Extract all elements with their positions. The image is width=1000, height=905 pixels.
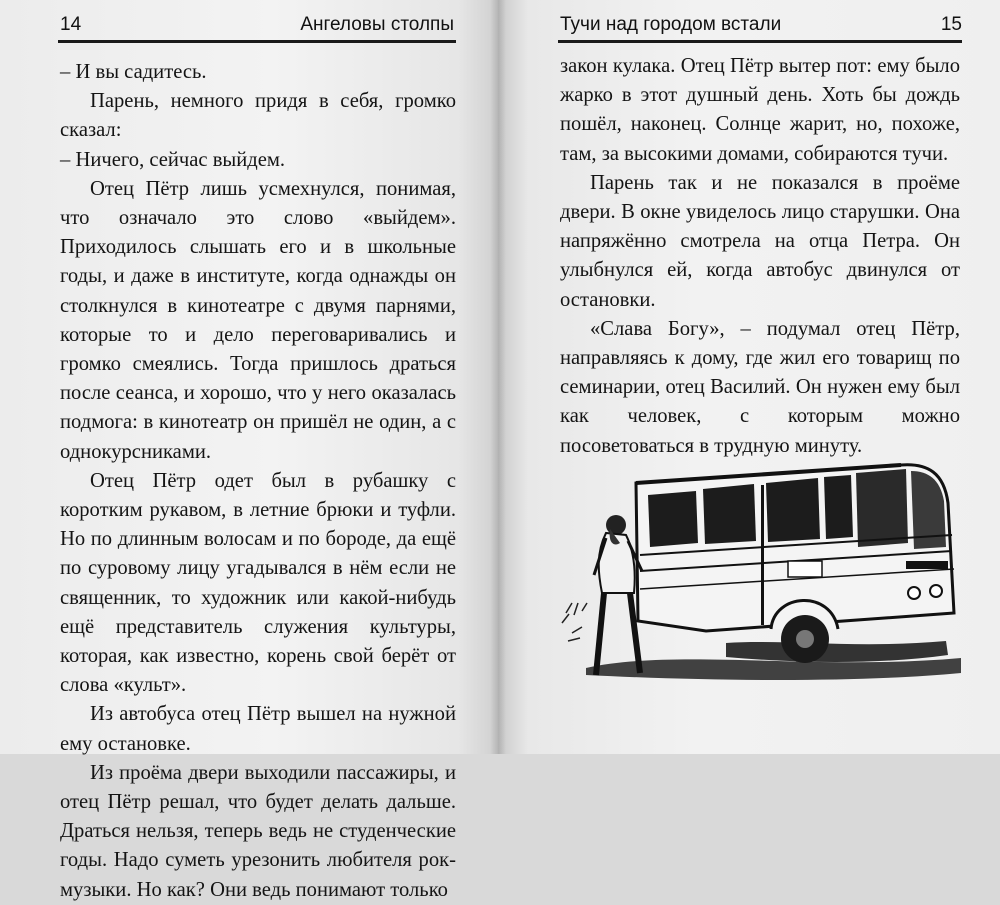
right-page-header — [560, 14, 962, 38]
right-running-title: Тучи над городом встали — [560, 14, 782, 35]
paragraph: закон кулака. Отец Пётр вытер пот: ему было жарко в этот душный день. Хоть бы дождь пошёл, наконец. Солнце жарит, но, похоже, там, за высокими домами, собираются тучи. — [560, 55, 960, 165]
right-page — [498, 0, 1000, 754]
left-running-title: Ангеловы столпы — [300, 14, 454, 35]
left-page — [0, 0, 498, 901]
right-header-rule — [558, 40, 962, 43]
paragraph: Из проёма двери выходили пассажиры, и отец Пётр решал, что будет делать дальше. Драться нельзя, теперь ведь не студенческие годы. Надо суметь урезонить любителя рок-музыки. Но как? Они ведь понимают только — [60, 761, 456, 901]
left-body-text — [60, 58, 456, 905]
priest-figure — [594, 515, 642, 675]
right-page-number: 15 — [940, 14, 962, 35]
paragraph: Парень, немного придя в себя, громко сказал: — [60, 90, 456, 142]
left-page-number: 14 — [60, 14, 82, 35]
book-gutter — [490, 0, 506, 754]
paragraph: «Слава Богу», – подумал отец Пётр, направляясь к дому, где жил его товарищ по семинарии, отец Василий. Он нужен ему был как человек, с которым можно посоветоваться в трудную минуту. — [560, 317, 960, 457]
paragraph: Из автобуса отец Пётр вышел на нужной ему остановке. — [60, 703, 456, 755]
paragraph: Парень так и не показался в проёме двери. В окне увиделось лицо старушки. Она напряжённо смотрела на отца Петра. Он улыбнулся ей, когда автобус двинулся от остановки. — [560, 171, 960, 311]
bus-illustration — [556, 443, 966, 695]
paragraph: – И вы садитесь. — [60, 61, 207, 83]
paragraph: Отец Пётр одет был в рубашку с коротким рукавом, в летние брюки и туфли. Но по длинным волосам и по бороде, да ещё по суровому лицу угадывался в нём если не священник, то художник или какой-нибудь ещё представитель служения культуры, которая, как известно, корень свой берёт от слова «культ». — [60, 469, 456, 697]
paragraph: Отец Пётр лишь усмехнулся, понимая, что означало это слово «выйдем». Приходилось слышать его и в школьные годы, и даже в институте, когда однажды он столкнулся в кинотеатре с двумя парнями, которые то и дело переговаривались и громко смеялись. Тогда пришлось драться после сеанса, и хорошо, что у него оказалась подмога: в кинотеатр он пришёл не один, а с однокурсниками. — [60, 177, 456, 463]
paragraph: – Ничего, сейчас выйдем. — [60, 148, 286, 171]
left-header-rule — [58, 40, 456, 43]
right-body-text — [560, 52, 960, 461]
left-page-header — [60, 14, 456, 38]
